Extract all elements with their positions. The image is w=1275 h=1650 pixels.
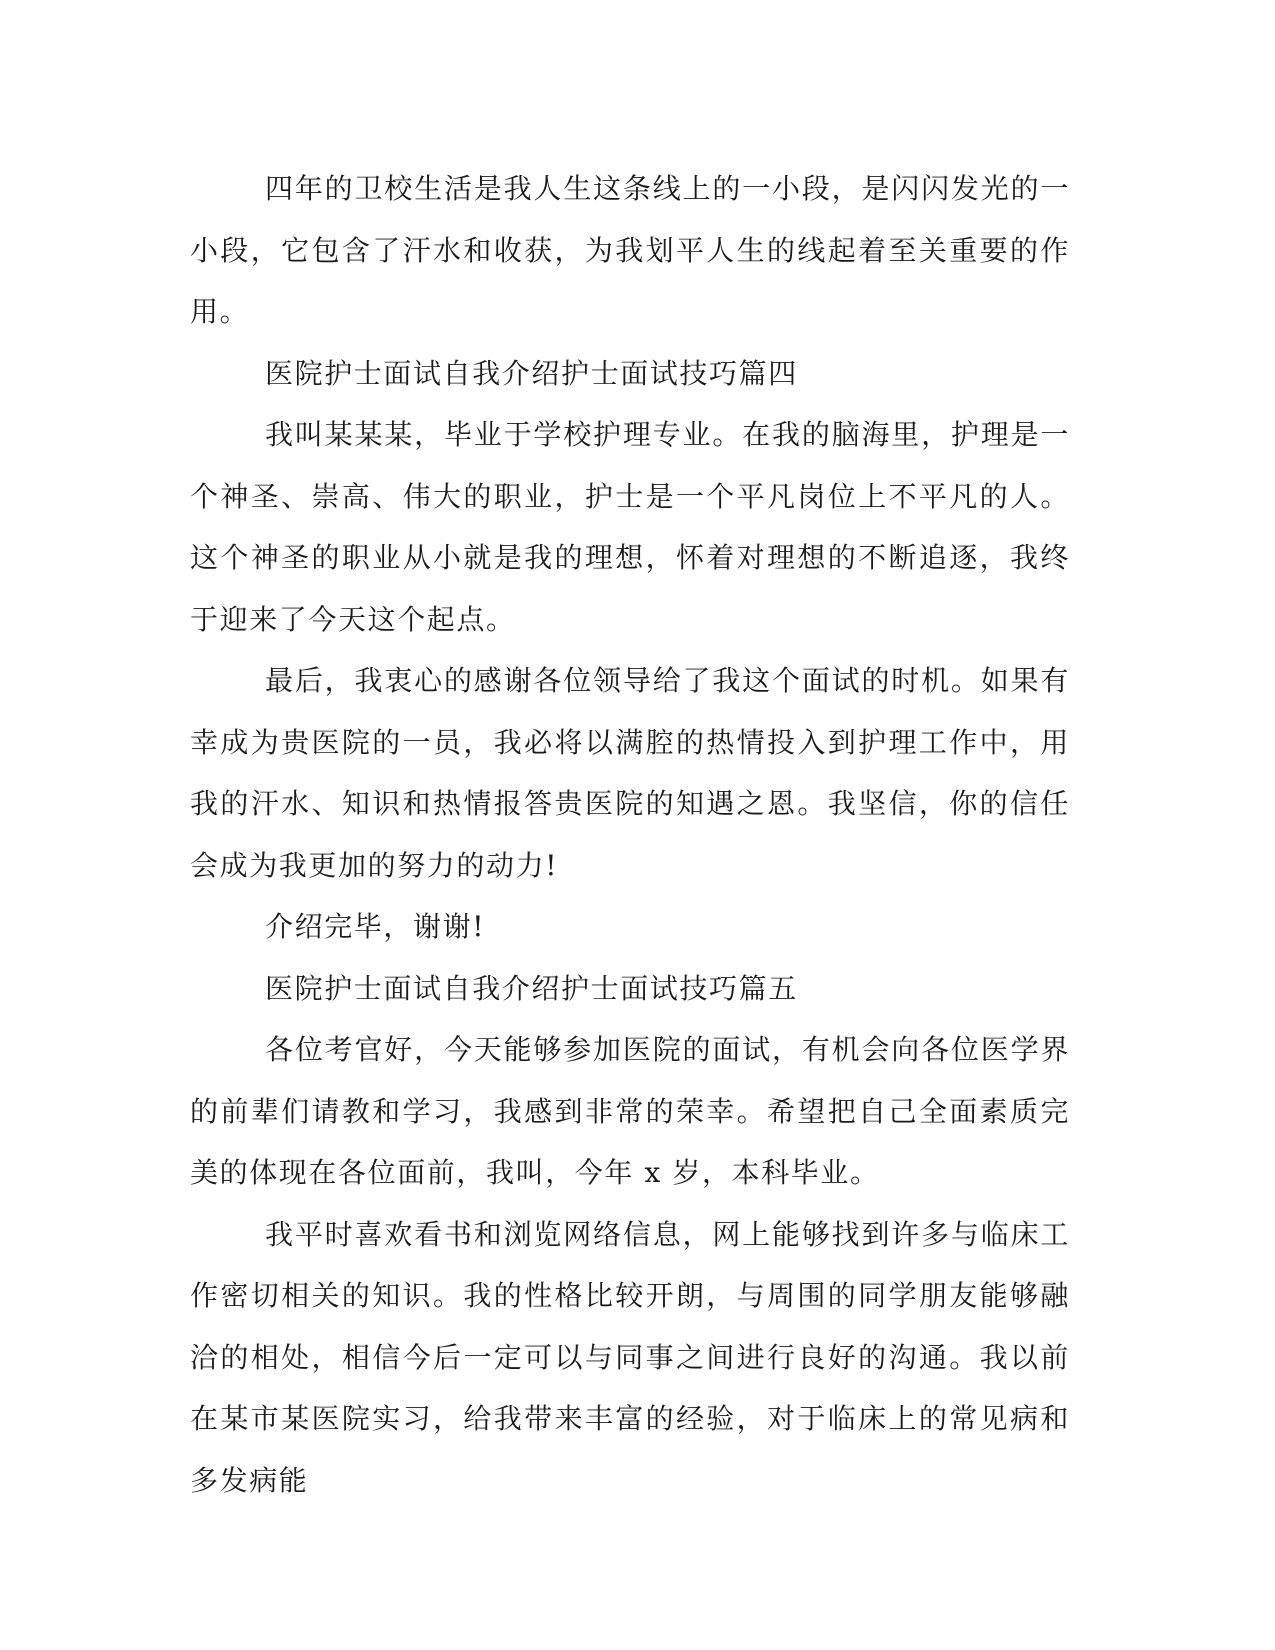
paragraph-3: 最后，我衷心的感谢各位领导给了我这个面试的时机。如果有幸成为贵医院的一员，我必将以满腔的热情投入到护理工作中，用我的汗水、知识和热情报答贵医院的知遇之恩。我坚信，你的信任会成为我更加的努力的动力!: [190, 664, 1070, 882]
section-heading-4: 医院护士面试自我介绍护士面试技巧篇四: [265, 356, 798, 390]
paragraph-1: 四年的卫校生活是我人生这条线上的一小段，是闪闪发光的一小段，它包含了汗水和收获，为我划平人生的线起着至关重要的作用。: [190, 172, 1070, 328]
paragraph-6: 我平时喜欢看书和浏览网络信息，网上能够找到许多与临床工作密切相关的知识。我的性格比较开朗，与周围的同学朋友能够融洽的相处，相信今后一定可以与同事之间进行良好的沟通。我以前在某市某医院实习，给我带来丰富的经验，对于临床上的常见病和多发病能: [190, 1217, 1070, 1497]
document-body: [190, 158, 1070, 1511]
paragraph-5: 各位考官好，今天能够参加医院的面试，有机会向各位医学界的前辈们请教和学习，我感到非常的荣幸。希望把自己全面素质完美的体现在各位面前，我叫，今年 x 岁，本科毕业。: [190, 1033, 1070, 1189]
paragraph-2: 我叫某某某，毕业于学校护理专业。在我的脑海里，护理是一个神圣、崇高、伟大的职业，护士是一个平凡岗位上不平凡的人。这个神圣的职业从小就是我的理想，怀着对理想的不断追逐，我终于迎来了今天这个起点。: [190, 418, 1070, 636]
section-heading-5: 医院护士面试自我介绍护士面试技巧篇五: [265, 971, 798, 1005]
paragraph-4: 介绍完毕，谢谢!: [265, 910, 486, 943]
